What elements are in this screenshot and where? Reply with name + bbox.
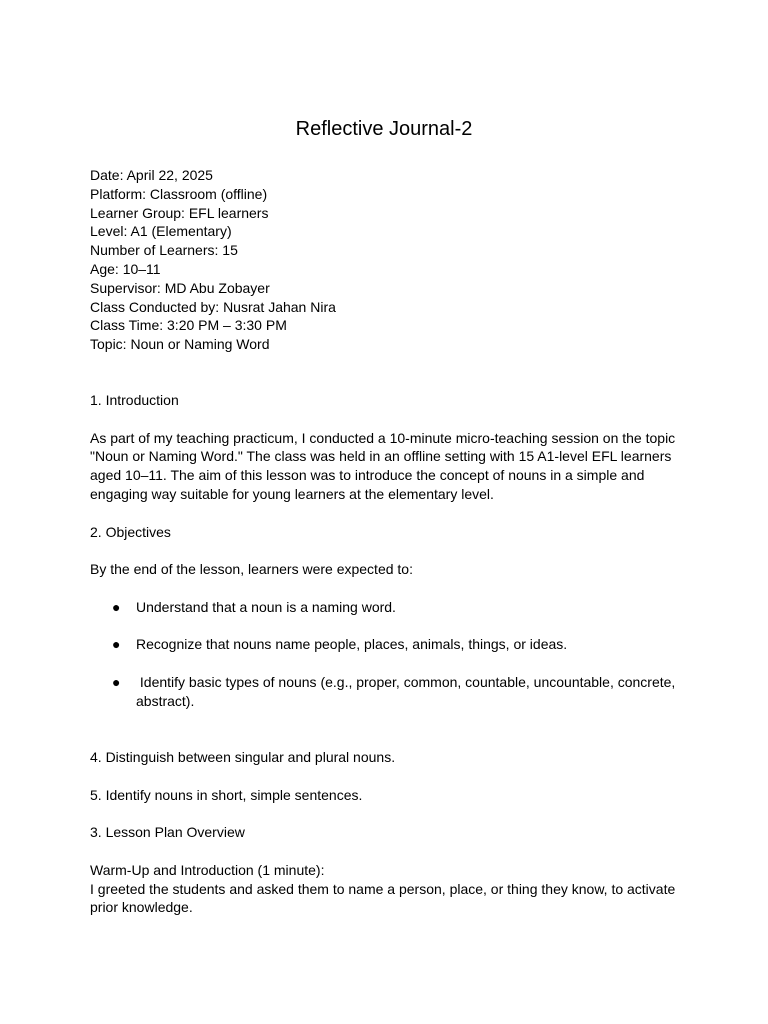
- objectives-intro: By the end of the lesson, learners were expected to:: [90, 561, 413, 578]
- objectives-list: [90, 598, 680, 711]
- bullet-icon: ●: [112, 673, 121, 690]
- document-title: Reflective Journal-2: [295, 118, 473, 140]
- meta-date: Date: April 22, 2025: [90, 167, 213, 183]
- section-heading-lesson-plan: 3. Lesson Plan Overview: [90, 824, 245, 841]
- meta-level: Level: A1 (Elementary): [90, 223, 232, 240]
- introduction-paragraph: As part of my teaching practicum, I conducted a 10-minute micro-teaching session on the topic "Noun or Naming Word." The class was held in an offline setting with 15 A1-level EFL learners aged 10–11. The aim of this lesson was to introduce the concept of nouns in a simple and engaging way suitable for young learners at the elementary level.: [90, 429, 676, 502]
- lesson-meta: [90, 166, 680, 354]
- bullet-icon: ●: [112, 636, 121, 653]
- warmup-subheading: Warm-Up and Introduction (1 minute):: [90, 861, 325, 878]
- document-body: [90, 166, 680, 917]
- meta-age: Age: 10–11: [90, 260, 161, 277]
- list-item-text: Understand that a noun is a naming word.: [136, 598, 396, 615]
- meta-learner-group: Learner Group: EFL learners: [90, 204, 269, 221]
- section-heading-objectives: 2. Objectives: [90, 523, 171, 540]
- meta-conducted-by: Class Conducted by: Nusrat Jahan Nira: [90, 298, 336, 315]
- list-item-text: Recognize that nouns name people, places, animals, things, or ideas.: [136, 636, 568, 653]
- meta-platform: Platform: Classroom (offline): [90, 185, 268, 202]
- meta-class-time: Class Time: 3:20 PM – 3:30 PM: [90, 317, 287, 334]
- meta-supervisor: Supervisor: MD Abu Zobayer: [90, 279, 270, 296]
- section-heading-introduction: 1. Introduction: [90, 391, 179, 408]
- bullet-icon: ●: [112, 598, 121, 615]
- list-item: [90, 673, 680, 711]
- objective-item-5: 5. Identify nouns in short, simple sentences.: [90, 786, 363, 803]
- list-item: [90, 598, 680, 617]
- objective-item-4: 4. Distinguish between singular and plural nouns.: [90, 749, 396, 766]
- meta-number-of-learners: Number of Learners: 15: [90, 242, 238, 259]
- list-item-text: Identify basic types of nouns (e.g., proper, common, countable, uncountable, concrete, abstract).: [136, 673, 680, 709]
- list-item: [90, 635, 680, 654]
- meta-topic: Topic: Noun or Naming Word: [90, 336, 270, 353]
- warmup-paragraph: I greeted the students and asked them to name a person, place, or thing they know, to activate prior knowledge.: [90, 880, 676, 916]
